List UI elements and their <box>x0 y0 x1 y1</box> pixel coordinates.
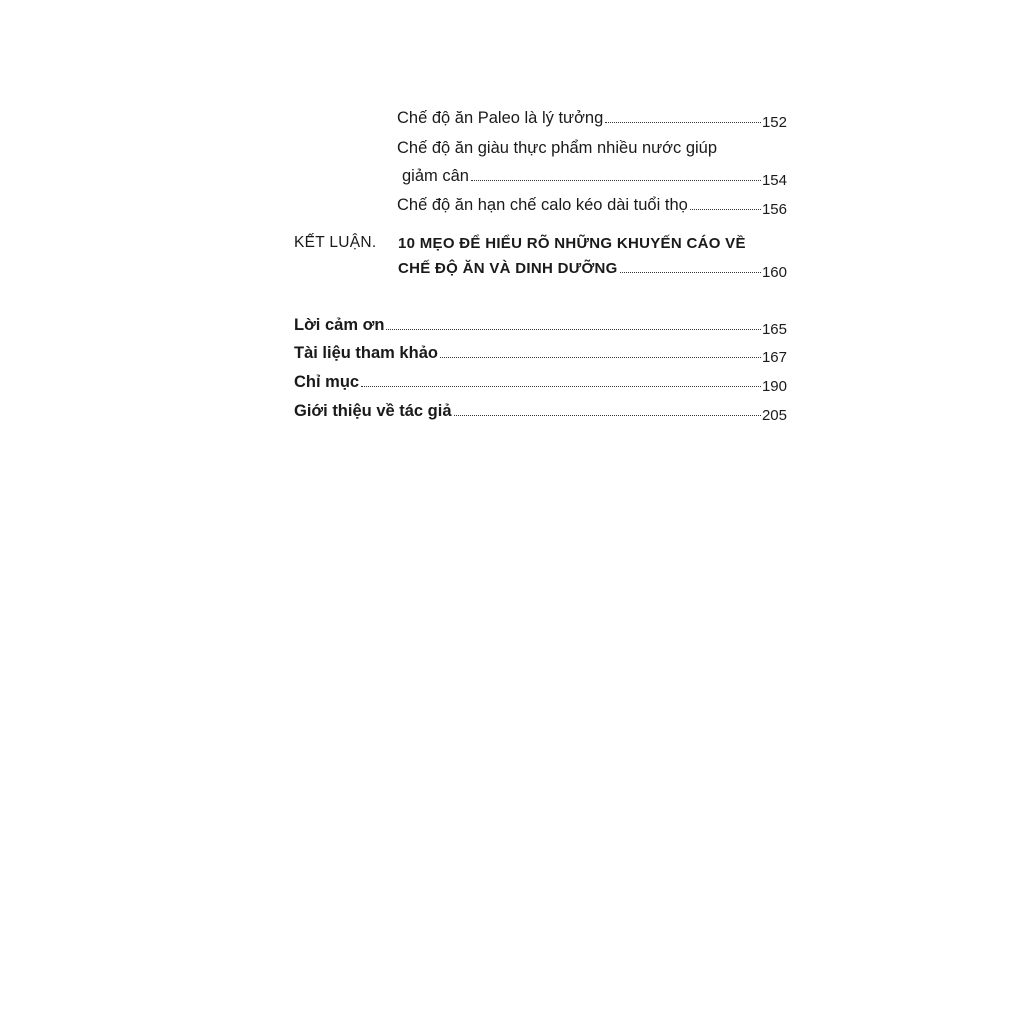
toc-entry-water-food[interactable] <box>402 165 787 188</box>
toc-page-number: 160 <box>761 264 787 281</box>
conclusion-label: KẾT LUẬN. <box>294 234 377 251</box>
toc-entry-index[interactable] <box>294 371 787 394</box>
toc-entry-references[interactable] <box>294 342 787 365</box>
conclusion-title-line2: CHẾ ĐỘ ĂN VÀ DINH DƯỠNG <box>398 260 618 277</box>
toc-entry-conclusion[interactable] <box>398 258 787 280</box>
dot-leader <box>605 121 761 123</box>
toc-entry-about-author[interactable] <box>294 400 787 423</box>
toc-entry-title: Chỉ mục <box>294 373 360 391</box>
dot-leader <box>440 356 761 358</box>
conclusion-title-line1[interactable]: 10 MẸO ĐỂ HIỂU RÕ NHỮNG KHUYẾN CÁO VỀ <box>398 235 746 252</box>
toc-page-number: 156 <box>761 201 787 218</box>
toc-entry-water-food-line1[interactable] <box>397 137 717 159</box>
dot-leader <box>620 271 761 273</box>
toc-entry-calorie-restriction[interactable] <box>397 194 787 217</box>
toc-page-number: 152 <box>761 114 787 131</box>
toc-entry-title: Chế độ ăn Paleo là lý tưởng <box>397 109 604 127</box>
toc-entry-acknowledgements[interactable] <box>294 314 787 337</box>
dot-leader <box>471 179 761 181</box>
dot-leader <box>454 414 761 416</box>
dot-leader <box>386 328 761 330</box>
toc-page-number: 190 <box>761 378 787 395</box>
toc-page-number: 205 <box>761 407 787 424</box>
toc-page-number: 165 <box>761 321 787 338</box>
toc-entry-title: Giới thiệu về tác giả <box>294 402 452 420</box>
toc-entry-paleo[interactable] <box>397 107 787 130</box>
toc-entry-title: Chế độ ăn hạn chế calo kéo dài tuổi thọ <box>397 196 688 214</box>
toc-entry-title: Chế độ ăn giàu thực phẩm nhiều nước giúp <box>397 139 718 157</box>
toc-entry-title: Tài liệu tham khảo <box>294 344 438 362</box>
dot-leader <box>690 208 761 210</box>
toc-page-number: 154 <box>761 172 787 189</box>
toc-page-number: 167 <box>761 349 787 366</box>
toc-entry-title: Lời cảm ơn <box>294 316 385 334</box>
toc-entry-title-cont: giảm cân <box>402 167 469 185</box>
dot-leader <box>361 385 761 387</box>
